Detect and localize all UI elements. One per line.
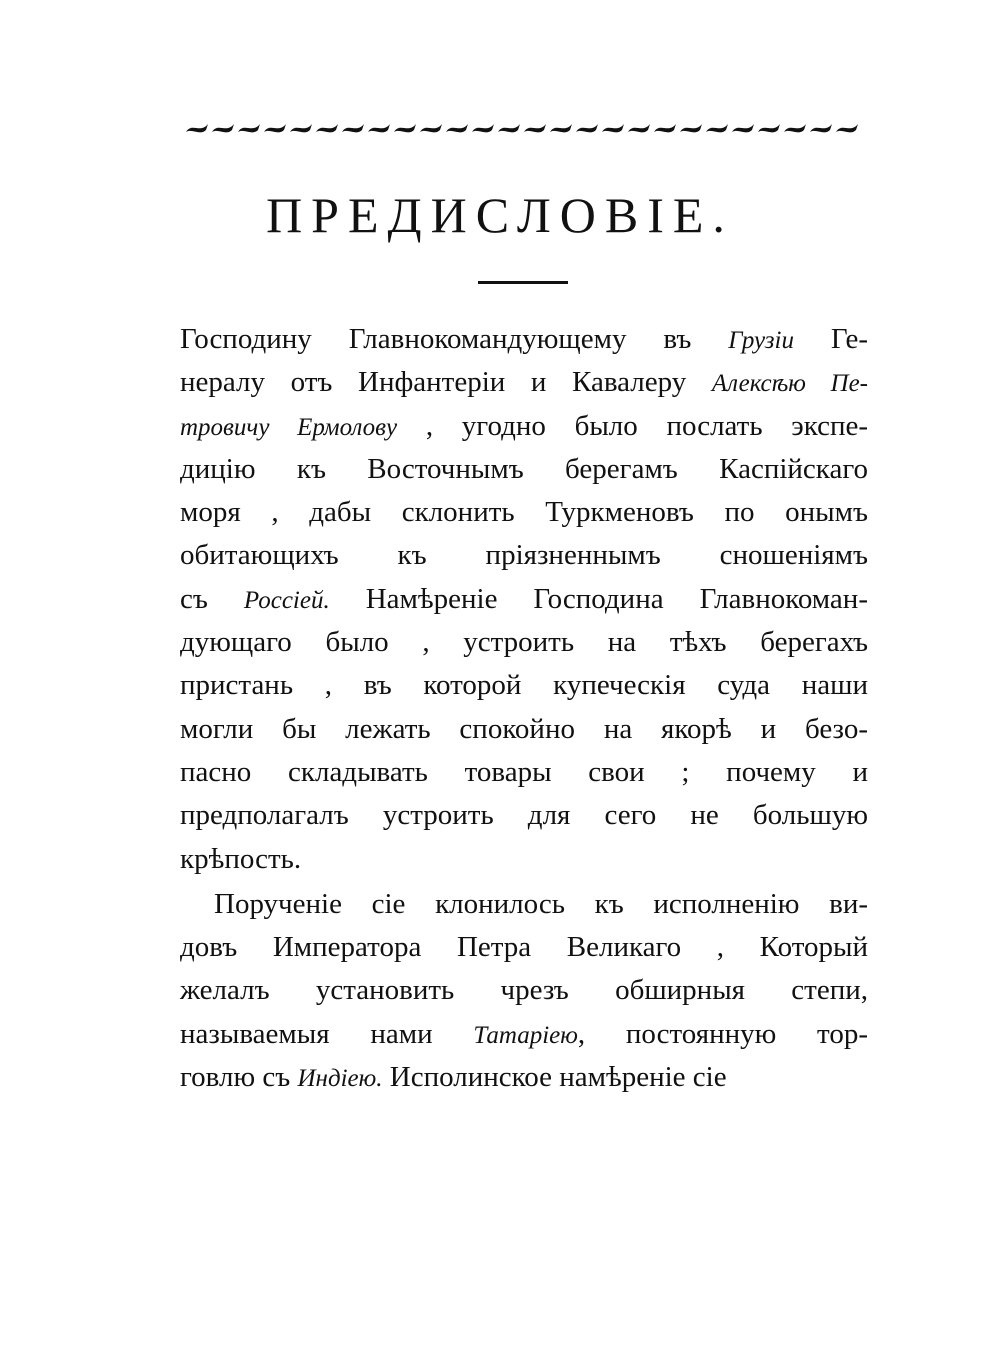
ornament-stroke [524,124,546,132]
preface-text [180,318,868,1099]
ornament-stroke [472,124,494,132]
text-segment: могли бы лежать спокойно на якорѣ и безо- [180,712,868,745]
ornament-stroke [290,124,312,132]
text-line [180,664,868,707]
title-divider [478,281,568,284]
text-segment: нералу отъ Инфантеріи и Кавалеру [180,366,712,399]
ornament-stroke [264,124,286,132]
text-segment: предполагалъ устроить для сего не большую [180,799,868,832]
text-segment: съ [180,582,244,615]
ornament-stroke [732,124,754,132]
text-line [180,926,868,969]
text-segment: обитающихъ къ пріязненнымъ сношеніямъ [180,539,868,572]
text-segment: Исполинское намѣреніе сіе [382,1061,727,1094]
page-title: ПРЕДИСЛОВІЕ. [266,187,734,243]
text-line [180,491,868,534]
text-segment: крѣпость. [180,842,302,875]
ornament-stroke [758,124,780,132]
ornament-stroke [654,124,676,132]
ornament-stroke [368,124,390,132]
ornament-stroke [784,124,806,132]
text-segment: Господину Главнокомандующему въ [180,323,729,355]
text-segment: Ге- [793,323,868,355]
text-line [180,621,868,664]
text-line [180,969,868,1012]
text-segment: желалъ установить чрезъ обширныя степи, [180,974,868,1007]
text-segment: , угодно было послать экспе- [397,409,868,442]
text-segment: пристань , въ которой купеческія суда наши [180,669,868,702]
ornament-stroke [836,124,858,132]
italic-name: тровичу Ермолову [180,413,398,441]
text-line [180,838,868,881]
ornament-stroke [186,124,208,132]
text-segment: Порученіе сіе клонилось къ исполненію ви- [214,887,868,920]
decorative-border-ornament [184,118,860,138]
ornament-stroke [420,124,442,132]
ornament-stroke [212,124,234,132]
text-segment: довъ Императора Петра Великаго , Который [180,931,868,964]
ornament-stroke [628,124,650,132]
italic-name: Алексѣю Пе- [711,370,868,398]
italic-name: Татаріею [473,1021,578,1049]
text-segment: дицію къ Восточнымъ берегамъ Каспійскаго [180,452,868,485]
text-line [180,534,868,577]
text-line [180,1013,868,1056]
text-segment: называемыя нами [180,1017,474,1050]
text-line [180,794,868,837]
text-line [180,751,868,794]
ornament-stroke [498,124,520,132]
text-line [180,448,868,491]
italic-name: Россіей. [243,586,330,614]
italic-name: Грузіи [728,327,794,354]
ornament-stroke [394,124,416,132]
italic-name: Индіею. [297,1065,383,1093]
text-segment: дующаго было , устроить на тѣхъ берегахъ [180,626,868,659]
text-segment: пасно складывать товары свои ; почему и [180,755,868,788]
ornament-stroke [238,124,260,132]
text-line [180,708,868,751]
text-line [180,318,868,361]
text-line [180,578,868,621]
text-line [180,361,868,404]
ornament-stroke [680,124,702,132]
ornament-stroke [316,124,338,132]
text-segment: Намѣреніе Господина Главнокоман- [329,582,868,615]
text-line [180,883,868,926]
ornament-stroke [576,124,598,132]
ornament-stroke [706,124,728,132]
ornament-stroke [446,124,468,132]
ornament-stroke [810,124,832,132]
text-segment: говлю съ [180,1061,298,1094]
text-segment: моря , дабы склонить Туркменовъ по онымъ [180,496,868,529]
text-line [180,405,868,448]
ornament-stroke [550,124,572,132]
ornament-stroke [342,124,364,132]
text-line [180,1056,868,1099]
ornament-stroke [602,124,624,132]
text-segment: , постоянную тор- [577,1017,869,1050]
